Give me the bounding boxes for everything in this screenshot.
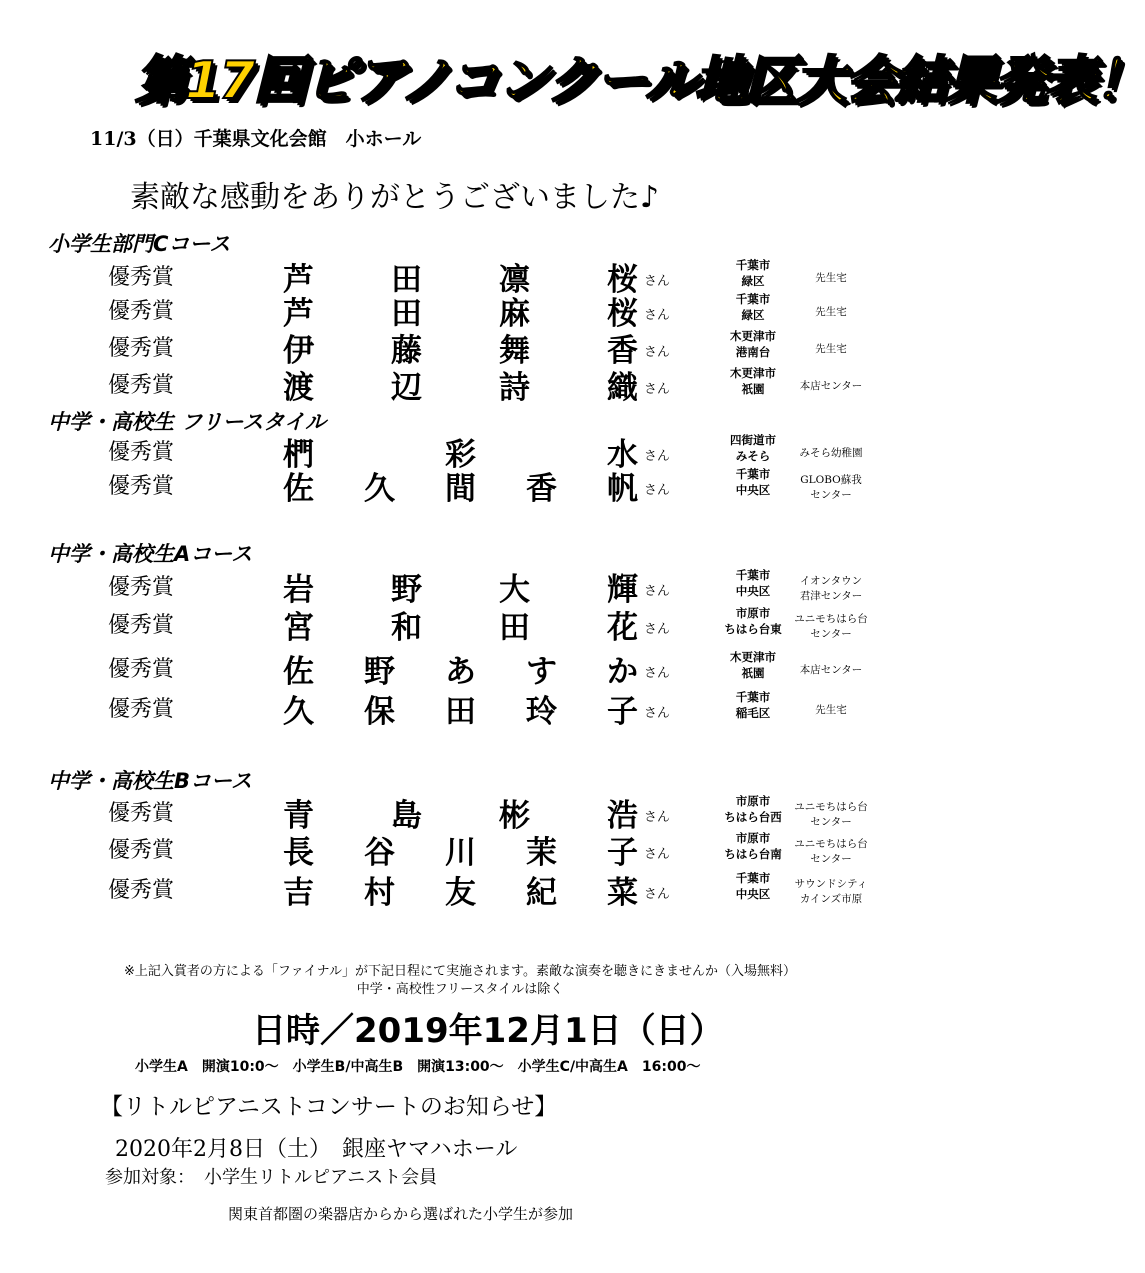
concert-heading: 【リトルピアニストコンサートのお知らせ】	[100, 1094, 558, 1120]
concert-target: 参加対象： 小学生リトルピアニスト会員	[105, 1167, 438, 1188]
name-char: 辺	[391, 370, 422, 406]
store-name	[790, 271, 872, 286]
store-name	[790, 612, 872, 642]
name-char: 谷	[364, 835, 395, 871]
concert-date-venue: 2020年2月8日（土） 銀座ヤマハホール	[115, 1137, 518, 1162]
city-line: 千葉市	[735, 292, 771, 306]
store-name	[790, 837, 872, 867]
name-char: 久	[364, 471, 395, 507]
name-char: 和	[391, 610, 422, 646]
name-char: 菜	[607, 875, 638, 911]
honorific-suffix: さん	[644, 308, 671, 323]
winner-name	[283, 827, 638, 872]
city-district	[722, 830, 784, 862]
winner-name	[283, 463, 638, 508]
store-name	[790, 800, 872, 830]
winner-name	[283, 362, 638, 407]
store-name	[790, 877, 872, 907]
store-name	[790, 703, 872, 718]
name-char: 芦	[283, 296, 314, 332]
page-title: 第17回ピアノコンクール地区大会結果発表！	[135, 51, 1145, 111]
name-char: 友	[445, 875, 476, 911]
store-name	[790, 574, 872, 604]
honorific-suffix: さん	[644, 810, 671, 825]
store-line: センター	[810, 628, 852, 640]
city-line: 木更津市	[730, 650, 776, 664]
honorific-suffix: さん	[644, 706, 671, 721]
name-char: 子	[607, 694, 638, 730]
city-line: 木更津市	[730, 366, 776, 380]
honorific-suffix: さん	[644, 483, 671, 498]
name-char: 子	[607, 835, 638, 871]
final-note: ※上記入賞者の方による「ファイナル」が下記日程にて実施されます。素敵な演奏を聴きにきませんか（入場無料）	[124, 964, 796, 979]
city-line: 千葉市	[735, 467, 771, 481]
store-line: 先生宅	[815, 272, 847, 284]
award-label: 優秀賞	[108, 801, 175, 826]
name-char: 田	[391, 262, 422, 298]
city-district	[722, 870, 784, 902]
name-char: 彩	[445, 437, 476, 473]
city-line: 四街道市	[730, 433, 776, 447]
name-char: 香	[526, 471, 557, 507]
name-char: 島	[391, 798, 422, 834]
city-line: 千葉市	[735, 568, 771, 582]
city-line: 港南台	[735, 345, 771, 359]
award-label: 優秀賞	[108, 440, 175, 465]
city-line: 市原市	[735, 606, 771, 620]
award-label: 優秀賞	[108, 299, 175, 324]
award-label: 優秀賞	[108, 613, 175, 638]
name-char: 花	[607, 610, 638, 646]
city-line: ちはら台南	[724, 847, 782, 861]
store-line: センター	[810, 853, 852, 865]
name-char: 桜	[607, 262, 638, 298]
name-char: 宮	[283, 610, 314, 646]
name-char: 輝	[607, 572, 638, 608]
store-line: イオンタウン	[799, 575, 863, 587]
store-line: 本店センター	[799, 380, 863, 392]
name-char: 田	[499, 610, 530, 646]
name-char: 椚	[283, 437, 314, 473]
city-line: 千葉市	[735, 871, 771, 885]
name-char: 長	[283, 835, 314, 871]
award-label: 優秀賞	[108, 575, 175, 600]
award-label: 優秀賞	[108, 878, 175, 903]
honorific-suffix: さん	[644, 449, 671, 464]
store-line: ユニモちはら台	[794, 613, 868, 625]
name-char: 織	[607, 370, 638, 406]
city-line: 木更津市	[730, 329, 776, 343]
name-char: 野	[391, 572, 422, 608]
name-char: 玲	[526, 694, 557, 730]
city-district	[722, 649, 784, 681]
name-char: 岩	[283, 572, 314, 608]
city-district	[722, 365, 784, 397]
store-line: カインズ市原	[799, 893, 863, 905]
name-char: 麻	[499, 296, 530, 332]
store-name	[790, 379, 872, 394]
name-char: か	[607, 654, 638, 690]
name-char: 帆	[607, 471, 638, 507]
city-line: 緑区	[741, 308, 765, 322]
store-line: 先生宅	[815, 306, 847, 318]
honorific-suffix: さん	[644, 847, 671, 862]
city-line: みそら	[735, 449, 771, 463]
final-times: 小学生A 開演10:0～ 小学生B/中高生B 開演13:00～ 小学生C/中高生A 16:00～	[135, 1059, 701, 1075]
city-line: 中央区	[735, 887, 771, 901]
name-char: 吉	[283, 875, 314, 911]
award-label: 優秀賞	[108, 265, 175, 290]
city-district	[722, 291, 784, 323]
winner-name	[283, 602, 638, 647]
city-line: 千葉市	[735, 690, 771, 704]
city-line: ちはら台東	[724, 622, 782, 636]
city-line: 市原市	[735, 794, 771, 808]
winner-name	[283, 867, 638, 912]
city-line: 千葉市	[735, 258, 771, 272]
store-name	[790, 663, 872, 678]
final-date: 日時／2019年12月1日（日）	[252, 1011, 724, 1051]
store-name	[790, 305, 872, 320]
honorific-suffix: さん	[644, 584, 671, 599]
name-char: 間	[445, 471, 476, 507]
honorific-suffix: さん	[644, 382, 671, 397]
name-char: 川	[445, 835, 476, 871]
store-line: GLOBO蘇我	[800, 474, 862, 486]
award-label: 優秀賞	[108, 697, 175, 722]
name-char: 大	[499, 572, 530, 608]
name-char: 舞	[499, 333, 530, 369]
store-line: 君津センター	[799, 590, 863, 602]
city-district	[722, 605, 784, 637]
store-line: サウンドシティ	[794, 878, 868, 890]
name-char: 青	[283, 798, 314, 834]
city-line: 緑区	[741, 274, 765, 288]
store-line: 先生宅	[815, 704, 847, 716]
city-district	[722, 689, 784, 721]
award-label: 優秀賞	[108, 474, 175, 499]
honorific-suffix: さん	[644, 887, 671, 902]
city-line: 稲毛区	[735, 706, 771, 720]
honorific-suffix: さん	[644, 345, 671, 360]
store-name	[790, 473, 872, 503]
name-char: 久	[283, 694, 314, 730]
name-char: 伊	[283, 333, 314, 369]
name-char: 田	[445, 694, 476, 730]
store-line: センター	[810, 816, 852, 828]
store-name	[790, 342, 872, 357]
section-title: 中学・高校生Aコース	[48, 542, 253, 566]
city-district	[722, 257, 784, 289]
name-char: 芦	[283, 262, 314, 298]
name-char: あ	[445, 654, 476, 690]
event-venue: 11/3（日）千葉県文化会館 小ホール	[90, 128, 422, 150]
name-char: 香	[607, 333, 638, 369]
name-char: 水	[607, 437, 638, 473]
city-district	[722, 432, 784, 464]
section-title: 小学生部門Cコース	[48, 232, 231, 256]
name-char: す	[526, 654, 557, 690]
name-char: 保	[364, 694, 395, 730]
store-line: 先生宅	[815, 343, 847, 355]
name-char: 渡	[283, 370, 314, 406]
name-char: 田	[391, 296, 422, 332]
award-label: 優秀賞	[108, 373, 175, 398]
honorific-suffix: さん	[644, 622, 671, 637]
store-line: 本店センター	[799, 664, 863, 676]
name-char: 彬	[499, 798, 530, 834]
honorific-suffix: さん	[644, 274, 671, 289]
name-char: 桜	[607, 296, 638, 332]
city-line: 中央区	[735, 584, 771, 598]
final-exclusion: 中学・高校性フリースタイルは除く	[356, 982, 564, 997]
city-line: 中央区	[735, 483, 771, 497]
winner-name	[283, 686, 638, 731]
city-district	[722, 328, 784, 360]
award-label: 優秀賞	[108, 838, 175, 863]
thanks-message: 素敵な感動をありがとうございました♪	[130, 180, 660, 215]
name-char: 凛	[499, 262, 530, 298]
city-district	[722, 793, 784, 825]
award-label: 優秀賞	[108, 657, 175, 682]
award-label: 優秀賞	[108, 336, 175, 361]
name-char: 浩	[607, 798, 638, 834]
store-line: ユニモちはら台	[794, 801, 868, 813]
store-line: みそら幼稚園	[799, 447, 863, 459]
name-char: 佐	[283, 654, 314, 690]
name-char: 紀	[526, 875, 557, 911]
section-title: 中学・高校生 フリースタイル	[48, 410, 326, 434]
city-district	[722, 567, 784, 599]
city-line: 市原市	[735, 831, 771, 845]
name-char: 佐	[283, 471, 314, 507]
city-district	[722, 466, 784, 498]
store-line: センター	[810, 489, 852, 501]
store-name	[790, 446, 872, 461]
city-line: 祇園	[741, 666, 765, 680]
honorific-suffix: さん	[644, 666, 671, 681]
name-char: 藤	[391, 333, 422, 369]
winner-name	[283, 646, 638, 691]
store-line: ユニモちはら台	[794, 838, 868, 850]
name-char: 茉	[526, 835, 557, 871]
city-line: ちはら台西	[724, 810, 782, 824]
name-char: 野	[364, 654, 395, 690]
city-line: 祇園	[741, 382, 765, 396]
concert-note: 関東首都圏の楽器店からから選ばれた小学生が参加	[228, 1205, 574, 1223]
name-char: 村	[364, 875, 395, 911]
section-title: 中学・高校生Bコース	[48, 769, 252, 793]
name-char: 詩	[499, 370, 530, 406]
